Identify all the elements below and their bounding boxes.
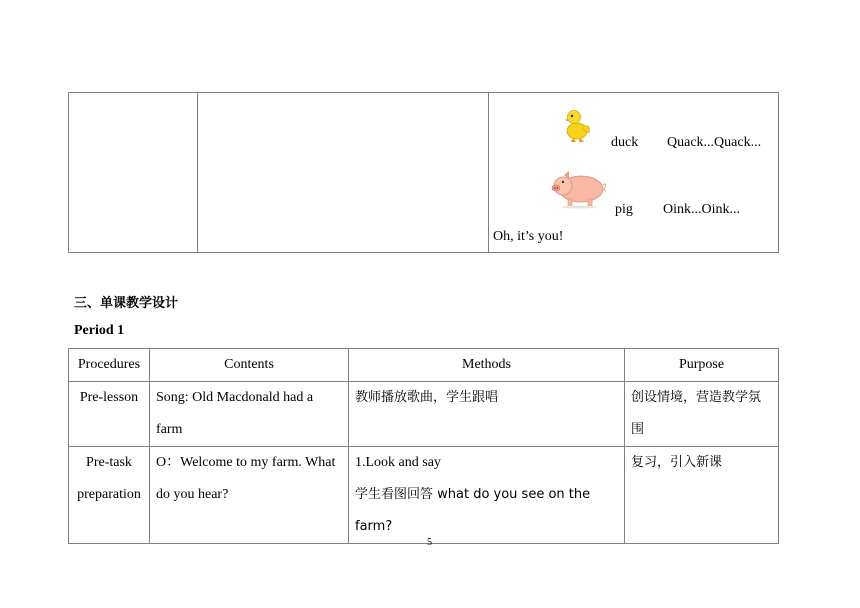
pig-image <box>551 169 607 209</box>
table-header-row <box>69 349 779 382</box>
methods-cell <box>349 447 625 544</box>
contents-line: do you hear? <box>156 487 229 502</box>
purpose-cell <box>625 382 779 447</box>
animal-sounds-cell <box>489 93 779 253</box>
contents-line: farm <box>156 422 183 437</box>
table-row <box>69 382 779 447</box>
header-procedures: Procedures <box>69 349 150 382</box>
duck-image <box>565 107 593 143</box>
section-title: 三、单课教学设计 <box>74 296 179 311</box>
header-methods: Methods <box>349 349 625 382</box>
procedure-line: preparation <box>77 487 141 502</box>
closing-line: Oh, it’s you! <box>493 229 564 244</box>
contents-cell <box>150 382 349 447</box>
procedure-cell <box>69 447 150 544</box>
animal-sounds-table <box>68 92 779 253</box>
purpose-line: 复习，引入新课 <box>631 455 723 470</box>
table-row <box>69 447 779 544</box>
contents-line: O：Welcome to my farm. What <box>156 455 336 470</box>
purpose-line: 围 <box>631 422 645 437</box>
procedure-line: Pre-task <box>86 455 132 470</box>
procedure-cell <box>69 382 150 447</box>
duck-sound: Quack...Quack... <box>667 135 762 150</box>
period-title: Period 1 <box>74 323 125 338</box>
pig-word: pig <box>615 202 633 217</box>
header-purpose: Purpose <box>625 349 779 382</box>
header-contents: Contents <box>150 349 349 382</box>
methods-line: 教师播放歌曲，学生跟唱 <box>355 390 499 405</box>
contents-cell <box>150 447 349 544</box>
purpose-line: 创设情境，营造教学氛 <box>631 390 762 405</box>
methods-line: 学生看图回答 what do you see on the farm? <box>355 487 591 534</box>
empty-cell <box>198 93 489 253</box>
pig-sound: Oink...Oink... <box>663 202 740 217</box>
empty-cell <box>69 93 198 253</box>
purpose-cell <box>625 447 779 544</box>
contents-line: Song: Old Macdonald had a <box>156 390 314 405</box>
lesson-plan-table <box>68 348 779 544</box>
procedure-text: Pre-lesson <box>79 390 139 405</box>
methods-line: 1.Look and say <box>355 455 441 470</box>
duck-word: duck <box>611 135 639 150</box>
methods-cell <box>349 382 625 447</box>
page-number: 5 <box>427 537 432 548</box>
